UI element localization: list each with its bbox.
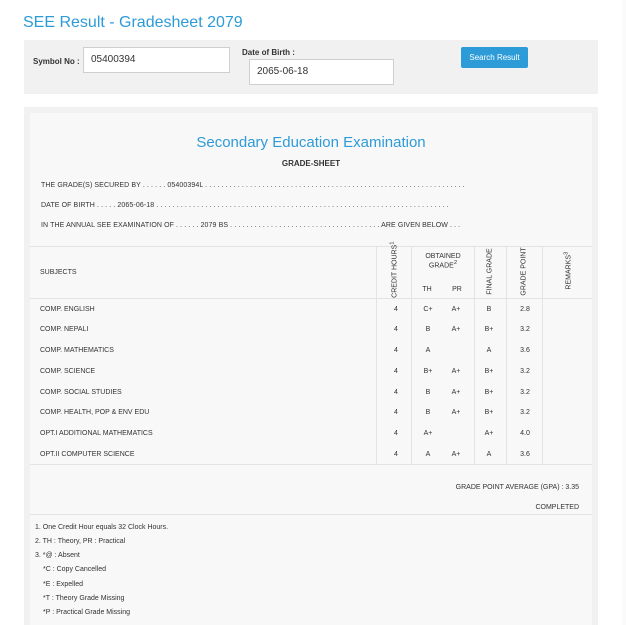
th-grade: A <box>425 451 431 458</box>
grade-point: 2.8 <box>520 306 530 313</box>
final-grade: B <box>486 306 492 313</box>
col-divider <box>542 246 543 464</box>
credit-hours: 4 <box>394 326 398 333</box>
table-header-border <box>30 298 592 299</box>
final-grade: A+ <box>484 430 494 437</box>
grade-point: 3.2 <box>520 409 530 416</box>
note-item: 1. One Credit Hour equals 32 Clock Hours. <box>35 524 169 531</box>
credit-hours: 4 <box>394 389 398 396</box>
status-text: COMPLETED <box>535 504 579 511</box>
subject-name: COMP. ENGLISH <box>40 306 95 313</box>
pr-grade: A+ <box>451 368 461 375</box>
subject-name: OPT.I ADDITIONAL MATHEMATICS <box>40 430 153 437</box>
th-grade: B+ <box>423 368 433 375</box>
subjects-header: SUBJECTS <box>40 269 77 276</box>
th-grade: B <box>425 409 431 416</box>
symbol-input[interactable]: 05400394 <box>83 47 230 73</box>
dob-line: DATE OF BIRTH . . . . . 2065-06-18 . . . . . . . . . . . . . . . . . . . . . . . . . . . . . . . . . . . . . . . . . . . . . . . . . . . . . . . . . . . . . . . . . . . . . . . . <box>41 202 449 209</box>
page-scrollbar[interactable] <box>622 0 626 625</box>
gradesheet <box>30 113 592 625</box>
dob-label: Date of Birth : <box>242 48 295 57</box>
final-grade: B+ <box>484 368 494 375</box>
subject-name: OPT.II COMPUTER SCIENCE <box>40 451 135 458</box>
final-grade: B+ <box>484 389 494 396</box>
col-divider <box>376 246 377 464</box>
note-item: 2. TH : Theory, PR : Practical <box>35 538 126 545</box>
dob-input[interactable]: 2065-06-18 <box>249 59 394 85</box>
credit-hours: 4 <box>394 368 398 375</box>
col-divider <box>506 246 507 464</box>
gpa-line: GRADE POINT AVERAGE (GPA) : 3.35 <box>455 484 579 491</box>
credit-hours: 4 <box>394 306 398 313</box>
note-item: *C : Copy Cancelled <box>43 566 107 573</box>
symbol-label: Symbol No : <box>33 57 80 66</box>
grade-point: 3.6 <box>520 347 530 354</box>
note-item: *E : Expelled <box>43 581 84 588</box>
grade-point: 3.2 <box>520 368 530 375</box>
th-grade: C+ <box>423 306 433 313</box>
notes-divider <box>30 514 592 515</box>
credit-hours: 4 <box>394 347 398 354</box>
final-grade-header: FINAL GRADE <box>486 248 494 295</box>
grade-point: 3.6 <box>520 451 530 458</box>
subject-name: COMP. NEPALI <box>40 326 89 333</box>
credit-hours: 4 <box>394 430 398 437</box>
remarks-header: REMARKS$^3$ <box>563 251 573 290</box>
obtained-grade-header: OBTAINED GRADE$^2$ <box>425 253 461 270</box>
credit-hours: 4 <box>394 409 398 416</box>
sheet-title: Secondary Education Examination <box>196 134 426 151</box>
grade-point-header: GRADE POINT <box>520 247 528 296</box>
note-item: 3. *@ : Absent <box>35 552 80 559</box>
note-item: *P : Practical Grade Missing <box>43 609 131 616</box>
credit-hours: 4 <box>394 451 398 458</box>
sheet-subtitle: GRADE-SHEET <box>281 159 341 168</box>
subject-name: COMP. HEALTH, POP & ENV EDU <box>40 409 150 416</box>
pr-grade: A+ <box>451 409 461 416</box>
pr-header: PR <box>452 286 462 293</box>
credit-hours-header: CREDIT HOURS$^1$ <box>389 241 399 298</box>
final-grade: A <box>486 451 492 458</box>
table-top-border <box>30 246 592 247</box>
secured-by-line: THE GRADE(S) SECURED BY . . . . . . 05400394L . . . . . . . . . . . . . . . . . . . . . . . . . . . . . . . . . . . . . . . . . . . . . . . . . . . . . . . . . . . . . . . . <box>41 182 465 189</box>
subject-name: COMP. SCIENCE <box>40 368 96 375</box>
final-grade: B+ <box>484 326 494 333</box>
search-result-button[interactable]: Search Result <box>461 47 528 68</box>
exam-line: IN THE ANNUAL SEE EXAMINATION OF . . . . . . 2079 BS . . . . . . . . . . . . . . . . . . . . . . . . . . . . . . . . . . . . . ARE GIVEN BELOW . . . <box>41 222 461 229</box>
th-grade: A <box>425 347 431 354</box>
pr-grade: A+ <box>451 306 461 313</box>
grade-point: 3.2 <box>520 326 530 333</box>
final-grade: B+ <box>484 409 494 416</box>
pr-grade: A+ <box>451 389 461 396</box>
subject-name: COMP. SOCIAL STUDIES <box>40 389 122 396</box>
note-item: *T : Theory Grade Missing <box>43 595 125 602</box>
grade-point: 3.2 <box>520 389 530 396</box>
page-title: SEE Result - Gradesheet 2079 <box>23 14 243 31</box>
pr-grade: A+ <box>451 451 461 458</box>
col-divider <box>411 246 412 464</box>
table-bottom-border <box>30 464 592 465</box>
th-header: TH <box>422 286 432 293</box>
grade-point: 4.0 <box>520 430 530 437</box>
th-grade: B <box>425 389 431 396</box>
th-grade: B <box>425 326 431 333</box>
pr-grade: A+ <box>451 326 461 333</box>
subject-name: COMP. MATHEMATICS <box>40 347 114 354</box>
th-grade: A+ <box>423 430 433 437</box>
final-grade: A <box>486 347 492 354</box>
